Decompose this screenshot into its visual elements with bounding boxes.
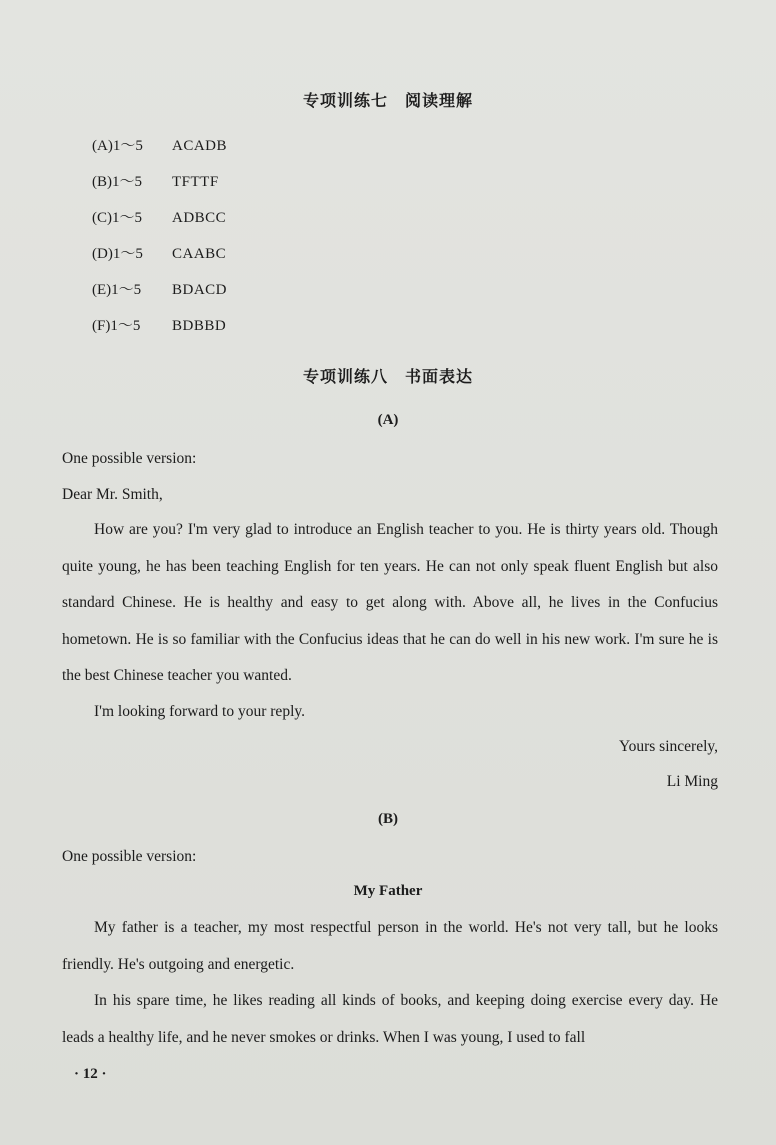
answer-row: [92, 316, 227, 352]
letter-signoff: Yours sincerely,: [618, 738, 718, 755]
answer-row: [92, 136, 227, 172]
answer-row: [92, 208, 227, 244]
section-7-title: 专项训练七 阅读理解: [302, 91, 473, 110]
essay-paragraph: In his spare time, he likes reading all kinds of books, and keeping doing exercise every day. He leads a healthy life, and he never smokes or drinks. When I was young, I used to fall: [62, 992, 718, 1046]
answer-label: (E)1～5: [92, 282, 142, 298]
essay-paragraph: My father is a teacher, my most respectful person in the world. He's not very tall, but he looks friendly. He's outgoing and energetic.: [62, 919, 718, 973]
answer-label: (C)1～5: [92, 210, 142, 226]
answer-key: ACADB: [172, 138, 228, 154]
part-a-intro: One possible version:: [62, 450, 197, 467]
answer-key: CAABC: [172, 246, 227, 262]
answer-key: TFTTF: [172, 174, 219, 190]
answer-label: (A)1～5: [92, 138, 143, 154]
answer-row: [92, 244, 227, 280]
answer-label: (B)1～5: [92, 174, 142, 190]
answer-row: [92, 172, 227, 208]
part-b-intro: One possible version:: [62, 848, 197, 865]
answer-key: BDBBD: [172, 318, 227, 334]
part-b-label: (B): [378, 811, 398, 827]
part-a-label: (A): [377, 412, 399, 428]
answer-label: (D)1～5: [92, 246, 143, 262]
section-8-title: 专项训练八 书面表达: [302, 367, 473, 386]
answer-key: BDACD: [172, 282, 228, 298]
essay-title: My Father: [353, 883, 423, 899]
answer-label: (F)1～5: [92, 318, 141, 334]
answer-key: ADBCC: [172, 210, 227, 226]
letter-closing-line: I'm looking forward to your reply.: [94, 703, 305, 720]
letter-body: How are you? I'm very glad to introduce an English teacher to you. He is thirty years old. Though quite young, he has been teaching English for ten years. He can not only speak fluent English but also standard Chinese. He is healthy and easy to get along with. Above all, he lives in the Confucius hometown. He is so familiar with the Confucius ideas that he can do well in his new work. I'm sure he is the best Chinese teacher you wanted.: [62, 521, 718, 684]
letter-signature: Li Ming: [666, 773, 718, 790]
section-7-answers: [92, 136, 227, 352]
answer-row: [92, 280, 227, 316]
letter-greeting: Dear Mr. Smith,: [62, 486, 163, 503]
page-number: · 12 ·: [74, 1066, 107, 1082]
